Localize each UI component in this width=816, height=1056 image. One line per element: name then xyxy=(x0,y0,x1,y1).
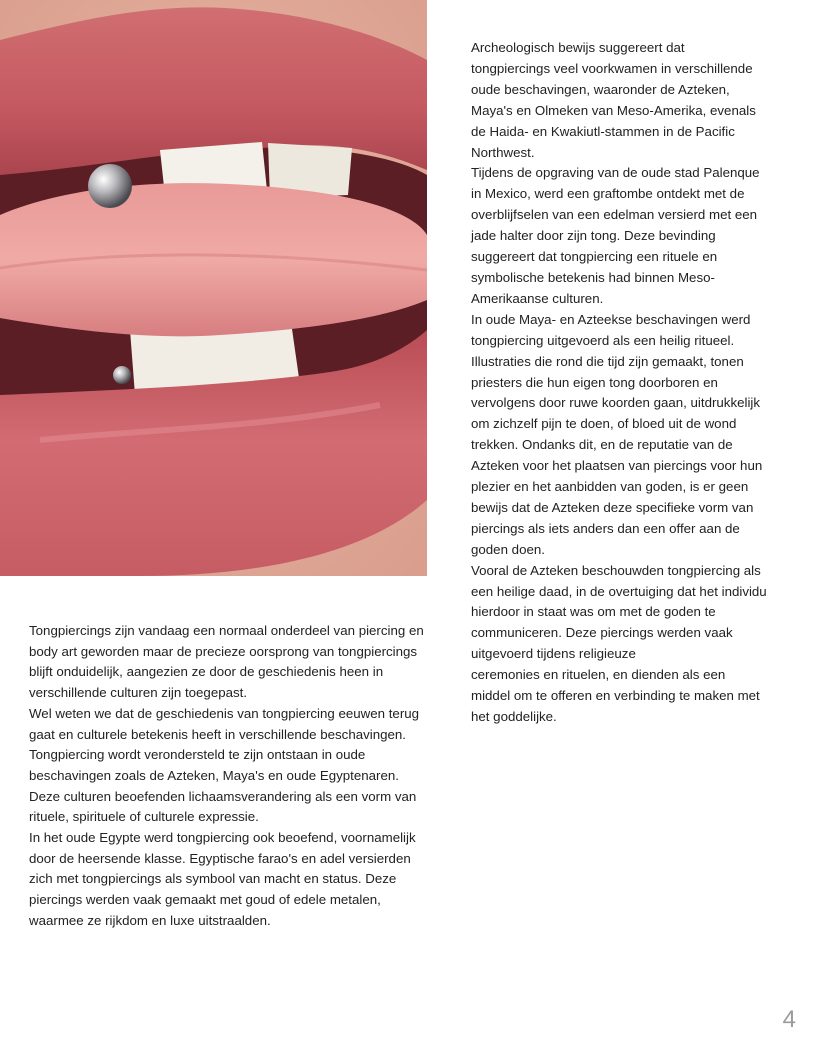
right-paragraph: Archeologisch bewijs suggereert dat tongpiercings veel voorkwamen in verschillende oude beschavingen, waaronder de Azteken, Maya's en Olmeken van Meso-Amerika, evenals de Haida- en Kwakiutl-stammen in de Pacific Northwest. xyxy=(471,40,756,160)
right-paragraph: Vooral de Azteken beschouwden tongpiercing als een heilige daad, in de overtuiging dat het individu hierdoor in staat was om met de goden te communiceren. Deze piercings werden vaak uitgevoerd tijdens religieuze xyxy=(471,562,767,662)
right-paragraph: Tijdens de opgraving van de oude stad Palenque in Mexico, werd een graftombe ontdekt met de overblijfselen van een edelman versierd met een jade halter door zijn tong. Deze bevinding suggereert dat tongpiercing een rituele en symbolische betekenis had binnen Meso-Amerikaanse culturen. xyxy=(471,165,760,306)
left-paragraph: Wel weten we dat de geschiedenis van tongpiercing eeuwen terug gaat en culturele betekenis heeft in verschillende beschavingen. Tongpiercing wordt verondersteld te zijn ontstaan in oude beschavingen zoals de Azteken, Maya's en oude Egyptenaren. Deze culturen beoefenden lichaamsverandering als een vorm van rituele, spirituele of culturele expressie. xyxy=(29,705,420,825)
tongue-piercing-photo xyxy=(0,0,427,576)
right-text-column xyxy=(471,38,767,728)
right-paragraph: In oude Maya- en Azteekse beschavingen werd tongpiercing uitgevoerd als een heilig ritueel. Illustraties die rond die tijd zijn gemaakt, tonen priesters die hun eigen tong doorboren en vervolgens door ruwe koorden gaan, uitdrukkelijk om zichzelf pijn te doen, of bloed uit de wond trekken. Ondanks dit, en de reputatie van de Azteken voor het plaatsen van piercings voor hun plezier en het aanbidden van goden, is er geen bewijs dat de Azteken deze specifieke vorm van piercings als iets anders dan een offer aan de goden doen. xyxy=(471,311,763,557)
right-paragraph: ceremonies en rituelen, en dienden als een middel om te offeren en verbinding te maken met het goddelijke. xyxy=(471,667,760,724)
left-text-column xyxy=(29,621,429,932)
left-paragraph: In het oude Egypte werd tongpiercing ook beoefend, voornamelijk door de heersende klasse. Egyptische farao's en adel versierden zich met tongpiercings als symbool van macht en status. Deze piercings werden vaak gemaakt met goud of edele metalen, waarmee ze rijkdom en luxe uitstraalden. xyxy=(29,830,416,928)
left-paragraph: Tongpiercings zijn vandaag een normaal onderdeel van piercing en body art geworden maar de precieze oorsprong van tongpiercings blijft onduidelijk, aangezien ze door de geschiedenis heen in verschillende culturen zijn toegepast. xyxy=(29,623,424,701)
page-number: 4 xyxy=(782,1006,796,1033)
